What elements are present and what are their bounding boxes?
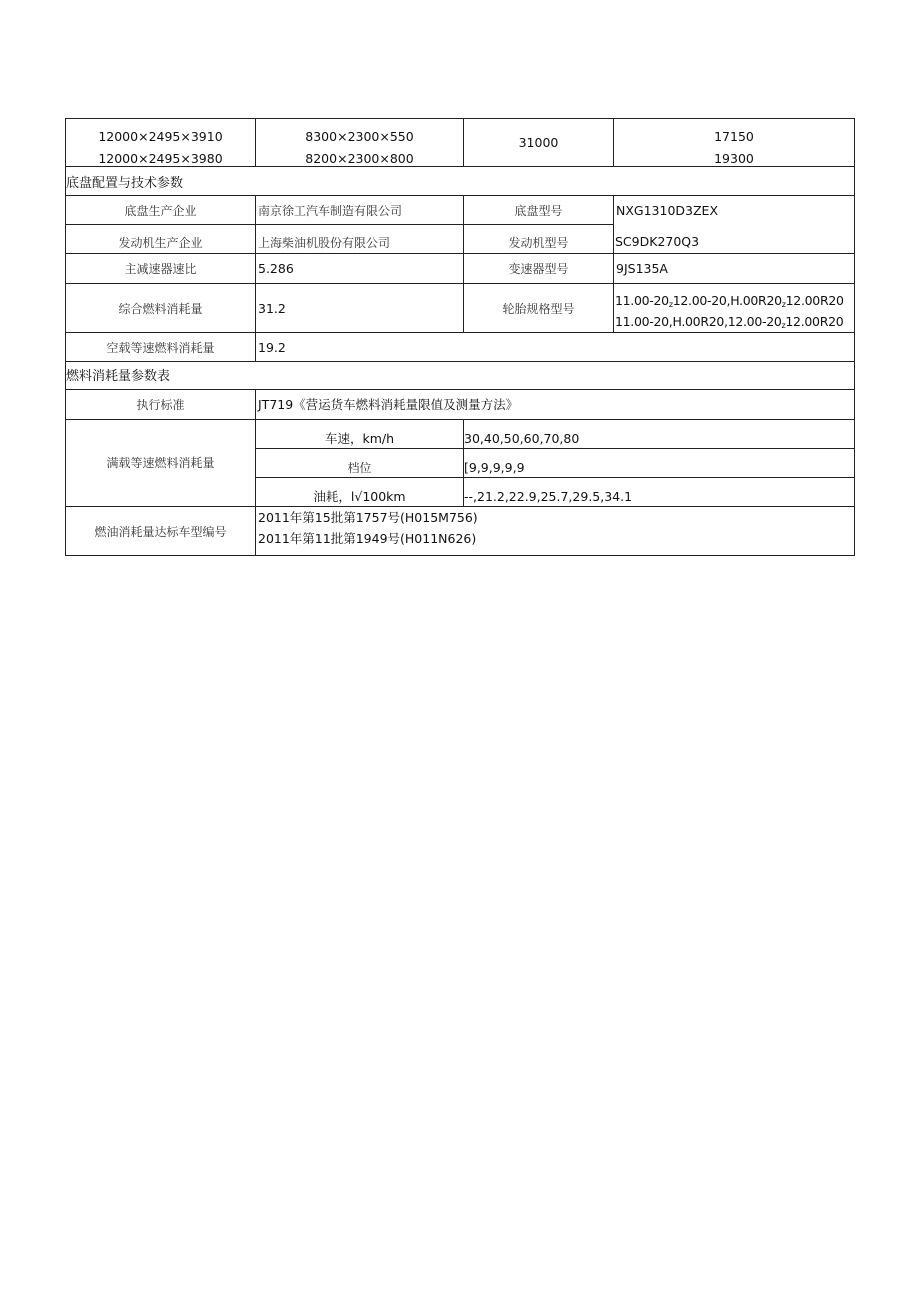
consumption-value: --,21.2,22.9,25.7,29.5,34.1: [464, 489, 633, 504]
empty-fuel-value-cell: [255, 332, 855, 361]
consumption-label: 油耗，l√100km: [313, 489, 406, 504]
dim-col2: [255, 118, 463, 166]
standard-value: JT719《营运货车燃料消耗量限值及测量方法》: [258, 397, 519, 412]
tire-label-cell: [463, 283, 613, 332]
engine-model-label: 发动机型号: [508, 236, 569, 250]
axle-ratio-value: 5.286: [258, 261, 294, 276]
dim-col1-row1: 12000×2495×3910: [98, 129, 223, 144]
tire-line-2-a: 11.00-20,H.00R20,12.00-20: [615, 314, 782, 329]
dim-col2-row1: 8300×2300×550: [305, 129, 414, 144]
chassis-model-label: 底盘型号: [514, 204, 563, 218]
compliance-line-1: 2011年第15批第1757号(H015M756): [258, 510, 478, 525]
consumption-value-cell: [463, 477, 855, 506]
engine-model-value: SC9DK270Q3: [615, 234, 700, 249]
speed-label-cell: [255, 419, 463, 448]
tire-line-2-b: 12.00R20: [785, 314, 844, 329]
dim-col2-row2: 8200×2300×800: [305, 151, 414, 166]
dim-col3: [463, 118, 613, 166]
fuel-table-heading: 燃料消耗量参数表: [66, 369, 171, 384]
empty-fuel-label: 空载等速燃料消耗量: [106, 341, 215, 355]
consumption-label-cell: [255, 477, 463, 506]
engine-maker-label: 发动机生产企业: [118, 236, 203, 250]
empty-fuel-label-cell: [65, 332, 255, 361]
chassis-maker-label: 底盘生产企业: [124, 204, 197, 218]
chassis-maker-value: 南京徐工汽车制造有限公司: [258, 204, 403, 218]
tire-label: 轮胎规格型号: [502, 302, 575, 316]
engine-maker-value-cell: [255, 224, 463, 253]
tire-line-1: [615, 295, 854, 309]
engine-maker-value: 上海柴油机股份有限公司: [258, 236, 391, 250]
full-load-label: 满载等速燃料消耗量: [106, 456, 215, 470]
dim-col1: [65, 118, 255, 166]
full-load-label-cell: [65, 419, 255, 506]
axle-ratio-value-cell: [255, 253, 463, 283]
gear-value-cell: [463, 448, 855, 477]
chassis-heading: 底盘配置与技术参数: [66, 176, 184, 191]
gear-value: [9,9,9,9,9: [464, 460, 525, 475]
dim-col4: [613, 118, 855, 166]
chassis-model-label-cell: [463, 195, 613, 224]
tire-line-1-a: 11.00-20: [615, 293, 669, 308]
dim-col3-value: 31000: [518, 135, 559, 150]
gearbox-value-cell: [613, 253, 855, 283]
standard-value-cell: [255, 389, 855, 419]
chassis-model-value: NXG1310D3ZEX: [616, 203, 719, 218]
chassis-heading-row: [65, 166, 855, 195]
speed-value-cell: [463, 419, 855, 448]
gearbox-label: 变速器型号: [508, 262, 569, 276]
tire-line-2-sub: z: [781, 321, 786, 330]
compliance-label: 燃油消耗量达标车型编号: [94, 525, 227, 539]
chassis-maker-value-cell: [255, 195, 463, 224]
speed-label: 车速，km/h: [324, 431, 395, 446]
fuel-value-cell: [255, 283, 463, 332]
dim-col4-row2: 19300: [714, 151, 754, 166]
compliance-label-cell: [65, 506, 255, 556]
gearbox-value: 9JS135A: [616, 261, 668, 276]
compliance-value-cell: [255, 506, 855, 556]
fuel-table-heading-row: [65, 361, 855, 389]
standard-label: 执行标准: [136, 398, 185, 412]
dim-col4-row1: 17150: [714, 129, 754, 144]
standard-label-cell: [65, 389, 255, 419]
tire-value-cell: [613, 283, 855, 332]
empty-fuel-value: 19.2: [258, 340, 286, 355]
fuel-value: 31.2: [258, 301, 286, 316]
engine-model-label-cell: [463, 224, 613, 253]
tire-line-1-sub-b: z: [781, 300, 786, 309]
gear-label: 档位: [347, 461, 372, 475]
dim-col1-row2: 12000×2495×3980: [98, 151, 223, 166]
gear-label-cell: [255, 448, 463, 477]
tire-line-1-sub-a: z: [668, 300, 673, 309]
axle-ratio-label: 主减速器速比: [124, 262, 197, 276]
gearbox-label-cell: [463, 253, 613, 283]
tire-line-2: [615, 316, 854, 330]
tire-line-1-b: 12.00-20,H.00R20: [672, 293, 782, 308]
tire-line-1-c: 12.00R20: [785, 293, 844, 308]
axle-ratio-label-cell: [65, 253, 255, 283]
fuel-label: 综合燃料消耗量: [118, 302, 203, 316]
engine-model-value-cell: [614, 236, 854, 252]
engine-maker-label-cell: [65, 224, 255, 253]
chassis-maker-label-cell: [65, 195, 255, 224]
compliance-line-2: 2011年第11批第1949号(H011N626): [258, 531, 477, 546]
fuel-label-cell: [65, 283, 255, 332]
speed-value: 30,40,50,60,70,80: [464, 431, 580, 446]
